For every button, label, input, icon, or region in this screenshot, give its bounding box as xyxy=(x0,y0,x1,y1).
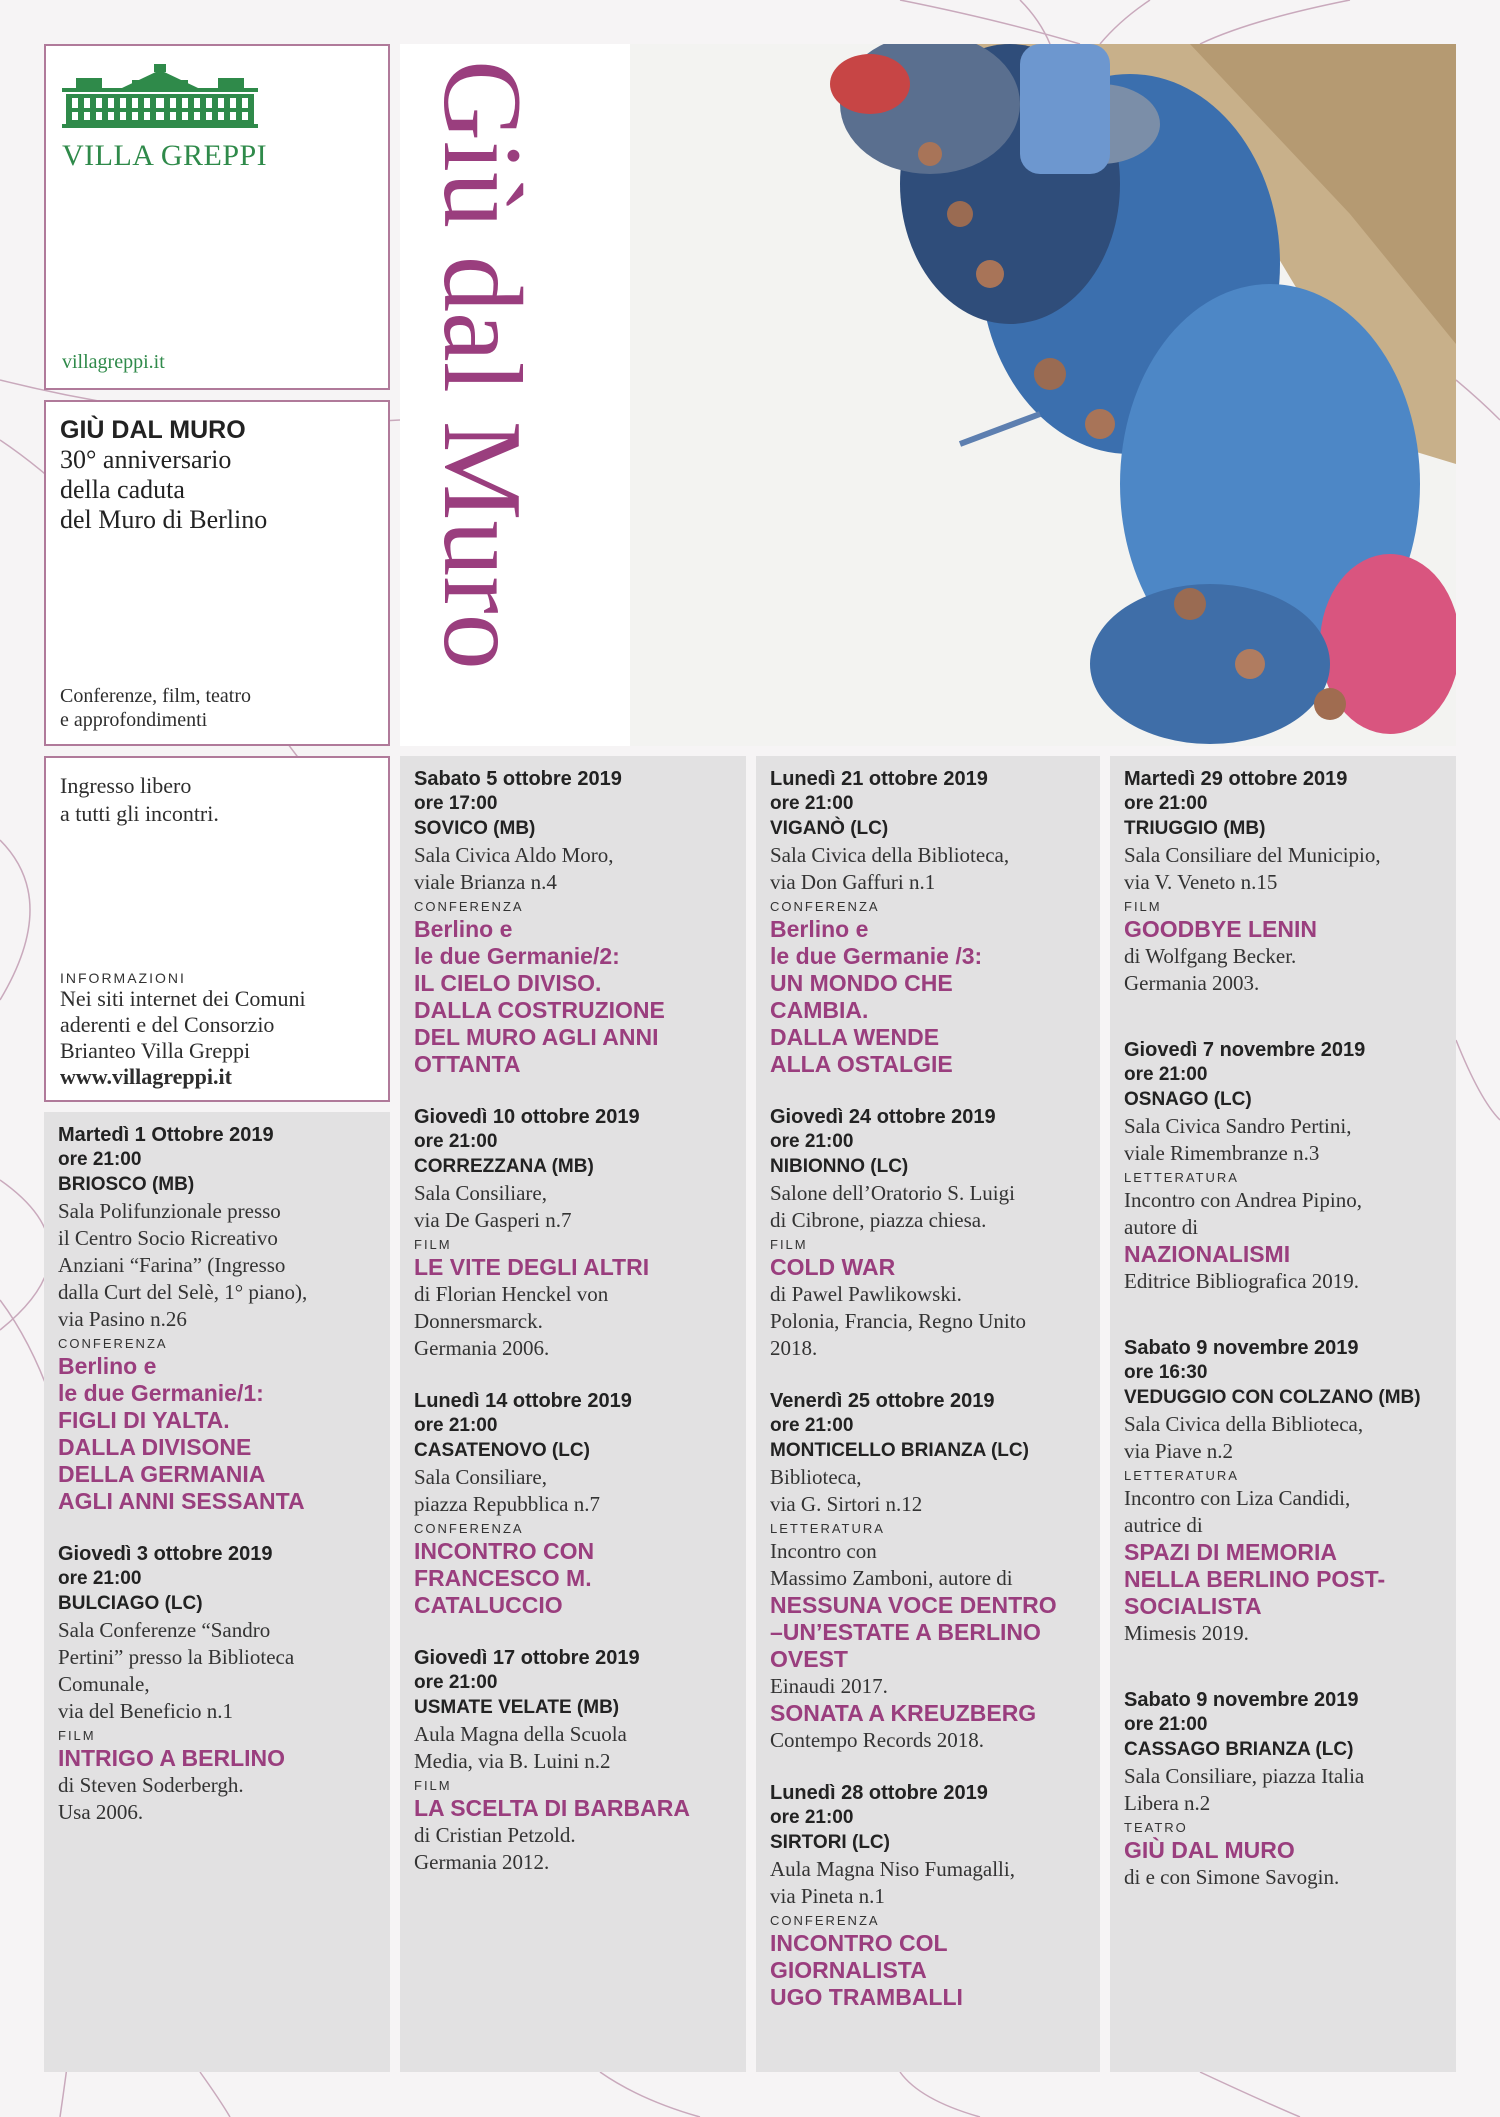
event-kind: CONFERENZA xyxy=(414,1521,524,1536)
event-venue xyxy=(58,1617,376,1725)
title-line: CAMBIA. xyxy=(770,997,869,1023)
event-kind: LETTERATURA xyxy=(1124,1468,1239,1483)
subtitle-line: della caduta xyxy=(60,475,185,504)
event-time: ore 21:00 xyxy=(770,1807,854,1828)
event-kind: FILM xyxy=(770,1237,808,1252)
event-description-panel xyxy=(44,400,390,746)
venue-line: via Don Gaffuri n.1 xyxy=(770,870,936,894)
extra-line: Editrice Bibliografica 2019. xyxy=(1124,1269,1360,1293)
event-time: ore 21:00 xyxy=(414,1131,498,1152)
title-line: NELLA BERLINO POST- xyxy=(1124,1566,1386,1592)
event-date: Lunedì 28 ottobre 2019 xyxy=(770,1782,988,1804)
kinds-line: Conferenze, film, teatro xyxy=(60,685,252,707)
extra-line: Contempo Records 2018. xyxy=(770,1728,985,1752)
event-time: ore 16:30 xyxy=(1124,1362,1208,1383)
extra-line: di e con Simone Savogin. xyxy=(1124,1865,1340,1889)
event-time: ore 21:00 xyxy=(1124,1714,1208,1735)
title-line: le due Germanie/1: xyxy=(58,1380,264,1406)
event-extra xyxy=(1124,1268,1442,1295)
venue-line: via Pasino n.26 xyxy=(58,1307,187,1331)
venue-line: Biblioteca, xyxy=(770,1465,862,1489)
event-time: ore 21:00 xyxy=(770,793,854,814)
event-extra-secondary xyxy=(770,1727,1086,1754)
event-extra xyxy=(414,1281,732,1362)
event-intro xyxy=(1124,1187,1442,1241)
event-date: Giovedì 10 ottobre 2019 xyxy=(414,1106,640,1128)
site-url[interactable]: villagreppi.it xyxy=(62,351,165,373)
venue-line: via Piave n.2 xyxy=(1124,1439,1234,1463)
event-kind: FILM xyxy=(58,1728,96,1743)
venue-line: Media, via B. Luini n.2 xyxy=(414,1749,611,1773)
event-date: Giovedì 3 ottobre 2019 xyxy=(58,1543,273,1565)
event-time: ore 21:00 xyxy=(414,1415,498,1436)
title-line: OTTANTA xyxy=(414,1051,521,1077)
venue-line: Sala Consiliare del Municipio, xyxy=(1124,843,1381,867)
extra-line: 2018. xyxy=(770,1336,818,1360)
event-title xyxy=(1124,1837,1442,1864)
subtitle-line: del Muro di Berlino xyxy=(60,505,268,534)
event-time: ore 21:00 xyxy=(58,1568,142,1589)
venue-line: Comunale, xyxy=(58,1672,150,1696)
event-intro xyxy=(770,1538,1086,1592)
title-line: UN MONDO CHE xyxy=(770,970,953,996)
extra-line: Polonia, Francia, Regno Unito xyxy=(770,1309,1027,1333)
event-time: ore 21:00 xyxy=(770,1415,854,1436)
event-entry xyxy=(1124,1687,1442,1891)
intro-line: autrice di xyxy=(1124,1513,1203,1537)
venue-line: Sala Consiliare, piazza Italia xyxy=(1124,1764,1365,1788)
event-extra xyxy=(770,1281,1086,1362)
event-title: GIÙ DAL MURO xyxy=(60,416,246,444)
title-line: GIORNALISTA xyxy=(770,1957,927,1983)
event-title xyxy=(1124,1539,1442,1620)
event-kind: FILM xyxy=(414,1778,452,1793)
title-line: SONATA A KREUZBERG xyxy=(770,1700,1037,1726)
schedule-column-1 xyxy=(44,1112,390,2072)
event-kind: CONFERENZA xyxy=(770,899,880,914)
event-entry xyxy=(770,1104,1086,1362)
extra-line: Germania 2003. xyxy=(1124,971,1260,995)
info-contacts xyxy=(60,970,380,1090)
extra-line: Germania 2012. xyxy=(414,1850,550,1874)
info-panel xyxy=(44,756,390,1102)
extra-line: Germania 2006. xyxy=(414,1336,550,1360)
venue-line: via V. Veneto n.15 xyxy=(1124,870,1278,894)
title-line: OVEST xyxy=(770,1646,848,1672)
venue-line: il Centro Socio Ricreativo xyxy=(58,1226,278,1250)
event-date: Giovedì 17 ottobre 2019 xyxy=(414,1647,640,1669)
event-place: BULCIAGO (LC) xyxy=(58,1593,203,1614)
event-place: MONTICELLO BRIANZA (LC) xyxy=(770,1440,1029,1461)
event-kind: FILM xyxy=(414,1237,452,1252)
subtitle-line: 30° anniversario xyxy=(60,445,232,474)
event-kinds xyxy=(60,684,251,732)
venue-line: Salone dell’Oratorio S. Luigi xyxy=(770,1181,1015,1205)
event-place: VIGANÒ (LC) xyxy=(770,818,889,839)
venue-line: via G. Sirtori n.12 xyxy=(770,1492,923,1516)
event-time: ore 21:00 xyxy=(414,1672,498,1693)
venue-line: Anziani “Farina” (Ingresso xyxy=(58,1253,286,1277)
venue-line: di Cibrone, piazza chiesa. xyxy=(770,1208,987,1232)
event-date: Martedì 29 ottobre 2019 xyxy=(1124,768,1348,790)
title-line: le due Germanie /3: xyxy=(770,943,983,969)
title-line: INCONTRO COL xyxy=(770,1930,948,1956)
event-place: CASATENOVO (LC) xyxy=(414,1440,590,1461)
extra-line: Donnersmarck. xyxy=(414,1309,543,1333)
event-title xyxy=(770,1254,1086,1281)
event-kind: LETTERATURA xyxy=(1124,1170,1239,1185)
event-place: SIRTORI (LC) xyxy=(770,1832,890,1853)
event-venue xyxy=(58,1198,376,1333)
venue-line: via Pineta n.1 xyxy=(770,1884,885,1908)
extra-line: Usa 2006. xyxy=(58,1800,144,1824)
schedule-column-2 xyxy=(400,756,746,2072)
info-label: INFORMAZIONI xyxy=(60,970,186,986)
extra-line: di Cristian Petzold. xyxy=(414,1823,576,1847)
title-line: Berlino e xyxy=(58,1353,157,1379)
venue-line: Sala Civica Aldo Moro, xyxy=(414,843,614,867)
event-venue xyxy=(414,1721,732,1775)
title-line: Berlino e xyxy=(770,916,869,942)
event-extra xyxy=(414,1822,732,1876)
event-title xyxy=(770,1592,1086,1673)
event-title xyxy=(1124,916,1442,943)
title-line: Berlino e xyxy=(414,916,513,942)
event-title xyxy=(414,1254,732,1281)
event-extra xyxy=(58,1772,376,1826)
title-line: COLD WAR xyxy=(770,1254,896,1280)
event-date: Lunedì 21 ottobre 2019 xyxy=(770,768,988,790)
info-text xyxy=(60,986,380,1064)
event-date: Lunedì 14 ottobre 2019 xyxy=(414,1390,632,1412)
venue-line: piazza Repubblica n.7 xyxy=(414,1492,601,1516)
venue-line: Aula Magna Niso Fumagalli, xyxy=(770,1857,1015,1881)
extra-line: di Wolfgang Becker. xyxy=(1124,944,1297,968)
title-line: AGLI ANNI SESSANTA xyxy=(58,1488,305,1514)
event-kind: FILM xyxy=(1124,899,1162,914)
event-title xyxy=(58,1353,376,1515)
event-date: Giovedì 7 novembre 2019 xyxy=(1124,1039,1366,1061)
event-place: BRIOSCO (MB) xyxy=(58,1174,195,1195)
venue-line: Sala Civica della Biblioteca, xyxy=(1124,1412,1364,1436)
title-line: CATALUCCIO xyxy=(414,1592,563,1618)
free-entry-note xyxy=(60,772,374,828)
title-line: GOODBYE LENIN xyxy=(1124,916,1317,942)
logo-name: VILLA GREPPI xyxy=(62,139,268,172)
event-venue xyxy=(414,1464,732,1518)
title-line: GIÙ DAL MURO xyxy=(1124,1837,1295,1863)
event-venue xyxy=(770,1464,1086,1518)
event-entry xyxy=(414,1388,732,1619)
title-line: DALLA COSTRUZIONE xyxy=(414,997,665,1023)
event-title xyxy=(1124,1241,1442,1268)
title-line: SPAZI DI MEMORIA xyxy=(1124,1539,1337,1565)
venue-line: Sala Consiliare, xyxy=(414,1465,547,1489)
event-entry xyxy=(414,766,732,1078)
logo-panel xyxy=(44,44,390,390)
event-date: Venerdì 25 ottobre 2019 xyxy=(770,1390,995,1412)
event-venue xyxy=(1124,1763,1442,1817)
event-title xyxy=(770,1930,1086,2011)
event-kind: CONFERENZA xyxy=(414,899,524,914)
event-extra xyxy=(1124,1864,1442,1891)
extra-line: Mimesis 2019. xyxy=(1124,1621,1249,1645)
event-place: OSNAGO (LC) xyxy=(1124,1089,1252,1110)
event-venue xyxy=(1124,1411,1442,1465)
event-extra xyxy=(1124,1620,1442,1647)
event-subtitle xyxy=(60,445,374,535)
event-place: USMATE VELATE (MB) xyxy=(414,1697,620,1718)
event-entry xyxy=(1124,766,1442,997)
event-place: CORREZZANA (MB) xyxy=(414,1156,594,1177)
venue-line: viale Rimembranze n.3 xyxy=(1124,1141,1320,1165)
big-title: Giù dal Muro xyxy=(420,60,544,670)
info-line: Brianteo Villa Greppi xyxy=(60,1038,251,1063)
title-line: DEL MURO AGLI ANNI xyxy=(414,1024,659,1050)
venue-line: viale Brianza n.4 xyxy=(414,870,557,894)
event-time: ore 17:00 xyxy=(414,793,498,814)
event-venue xyxy=(414,842,732,896)
venue-line: via De Gasperi n.7 xyxy=(414,1208,572,1232)
intro-line: Massimo Zamboni, autore di xyxy=(770,1566,1013,1590)
extra-line: di Florian Henckel von xyxy=(414,1282,609,1306)
event-entry xyxy=(770,766,1086,1078)
event-title xyxy=(770,916,1086,1078)
venue-line: Libera n.2 xyxy=(1124,1791,1211,1815)
event-date: Sabato 5 ottobre 2019 xyxy=(414,768,622,790)
title-line: INCONTRO CON xyxy=(414,1538,595,1564)
venue-line: Sala Civica Sandro Pertini, xyxy=(1124,1114,1352,1138)
event-time: ore 21:00 xyxy=(770,1131,854,1152)
event-kind: LETTERATURA xyxy=(770,1521,885,1536)
venue-line: via del Beneficio n.1 xyxy=(58,1699,233,1723)
event-date: Sabato 9 novembre 2019 xyxy=(1124,1689,1359,1711)
event-entry xyxy=(770,1388,1086,1754)
kinds-line: e approfondimenti xyxy=(60,709,208,731)
venue-line: Sala Civica della Biblioteca, xyxy=(770,843,1010,867)
event-time: ore 21:00 xyxy=(1124,793,1208,814)
event-venue xyxy=(1124,1113,1442,1167)
title-line: LE VITE DEGLI ALTRI xyxy=(414,1254,650,1280)
event-time: ore 21:00 xyxy=(1124,1064,1208,1085)
info-line: aderenti e del Consorzio xyxy=(60,1012,275,1037)
title-line: ALLA OSTALGIE xyxy=(770,1051,953,1077)
event-entry xyxy=(58,1122,376,1515)
event-place: TRIUGGIO (MB) xyxy=(1124,818,1266,839)
villa-building-icon xyxy=(62,64,258,130)
title-photo-area xyxy=(400,44,1456,746)
crowd-on-wall-photo xyxy=(630,44,1456,746)
title-line: DALLA WENDE xyxy=(770,1024,940,1050)
event-time: ore 21:00 xyxy=(58,1149,142,1170)
venue-line: Aula Magna della Scuola xyxy=(414,1722,627,1746)
title-line: NAZIONALISMI xyxy=(1124,1241,1291,1267)
free-line: a tutti gli incontri. xyxy=(60,801,219,826)
event-title-secondary xyxy=(770,1700,1086,1727)
event-intro xyxy=(1124,1485,1442,1539)
extra-line: di Steven Soderbergh. xyxy=(58,1773,244,1797)
extra-line: di Pawel Pawlikowski. xyxy=(770,1282,962,1306)
event-entry xyxy=(414,1645,732,1876)
schedule-column-3 xyxy=(756,756,1100,2072)
venue-line: Sala Consiliare, xyxy=(414,1181,547,1205)
event-kind: TEATRO xyxy=(1124,1820,1188,1835)
event-place: VEDUGGIO CON COLZANO (MB) xyxy=(1124,1387,1421,1408)
website-link[interactable]: www.villagreppi.it xyxy=(60,1064,232,1089)
event-venue xyxy=(770,1856,1086,1910)
info-line: Nei siti internet dei Comuni xyxy=(60,986,306,1011)
event-title xyxy=(414,1795,732,1822)
event-place: CASSAGO BRIANZA (LC) xyxy=(1124,1739,1354,1760)
event-title xyxy=(58,1745,376,1772)
intro-line: Incontro con Liza Candidi, xyxy=(1124,1486,1351,1510)
event-entry xyxy=(770,1780,1086,2011)
event-venue xyxy=(770,842,1086,896)
free-line: Ingresso libero xyxy=(60,773,192,798)
event-venue xyxy=(770,1180,1086,1234)
event-extra xyxy=(770,1673,1086,1700)
venue-line: Sala Polifunzionale presso xyxy=(58,1199,281,1223)
event-entry xyxy=(1124,1037,1442,1295)
intro-line: Incontro con Andrea Pipino, xyxy=(1124,1188,1362,1212)
event-date: Sabato 9 novembre 2019 xyxy=(1124,1337,1359,1359)
event-entry xyxy=(414,1104,732,1362)
event-date: Giovedì 24 ottobre 2019 xyxy=(770,1106,996,1128)
title-line: FIGLI DI YALTA. xyxy=(58,1407,230,1433)
event-extra xyxy=(1124,943,1442,997)
event-title xyxy=(414,1538,732,1619)
title-line: DALLA DIVISONE xyxy=(58,1434,252,1460)
event-title xyxy=(414,916,732,1078)
title-line: UGO TRAMBALLI xyxy=(770,1984,963,2010)
event-date: Martedì 1 Ottobre 2019 xyxy=(58,1124,274,1146)
title-line: IL CIELO DIVISO. xyxy=(414,970,602,996)
title-line: le due Germanie/2: xyxy=(414,943,620,969)
title-line: DELLA GERMANIA xyxy=(58,1461,266,1487)
event-kind: CONFERENZA xyxy=(770,1913,880,1928)
event-entry xyxy=(1124,1335,1442,1647)
title-line: LA SCELTA DI BARBARA xyxy=(414,1795,690,1821)
title-line: FRANCESCO M. xyxy=(414,1565,592,1591)
title-line: INTRIGO A BERLINO xyxy=(58,1745,286,1771)
event-venue xyxy=(1124,842,1442,896)
event-place: SOVICO (MB) xyxy=(414,818,536,839)
title-line: –UN’ESTATE A BERLINO xyxy=(770,1619,1041,1645)
intro-line: autore di xyxy=(1124,1215,1199,1239)
venue-line: Sala Conferenze “Sandro xyxy=(58,1618,271,1642)
venue-line: dalla Curt del Selè, 1° piano), xyxy=(58,1280,308,1304)
event-venue xyxy=(414,1180,732,1234)
title-line: SOCIALISTA xyxy=(1124,1593,1262,1619)
title-line: NESSUNA VOCE DENTRO xyxy=(770,1592,1057,1618)
event-entry xyxy=(58,1541,376,1826)
extra-line: Einaudi 2017. xyxy=(770,1674,888,1698)
event-place: NIBIONNO (LC) xyxy=(770,1156,909,1177)
event-kind: CONFERENZA xyxy=(58,1336,168,1351)
schedule-column-4 xyxy=(1110,756,1456,2072)
intro-line: Incontro con xyxy=(770,1539,877,1563)
venue-line: Pertini” presso la Biblioteca xyxy=(58,1645,295,1669)
